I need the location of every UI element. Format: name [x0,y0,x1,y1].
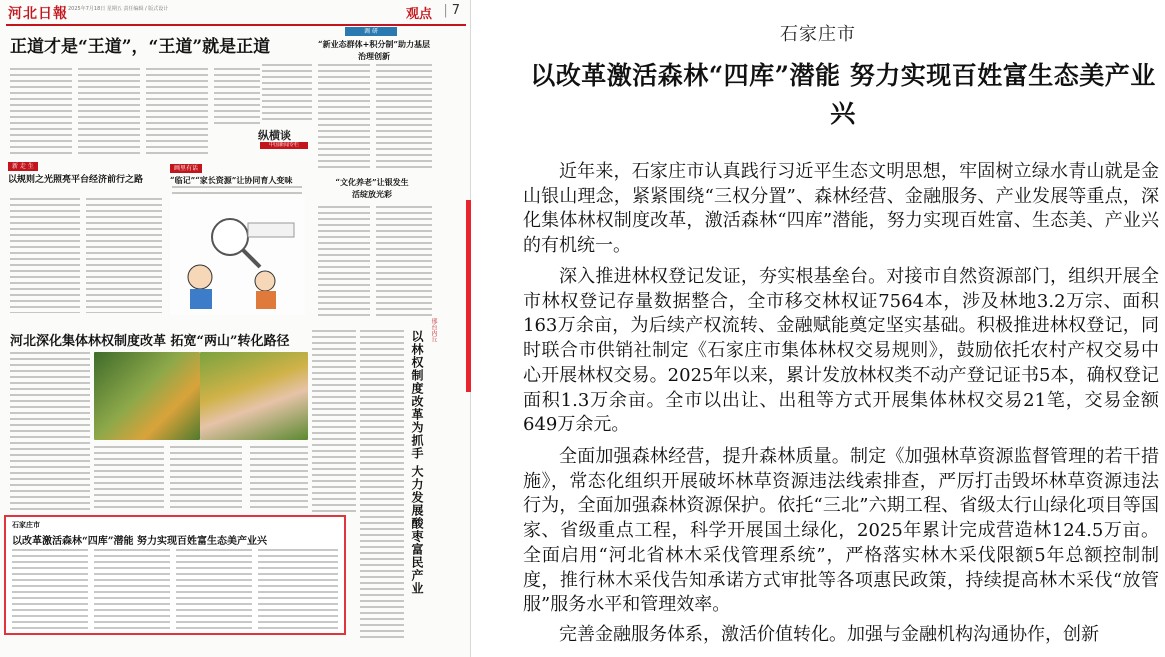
article-paragraph-2: 深入推进林权登记发证，夯实根基垒台。对接市自然资源部门，组织开展全市林权登记存量数据整合，全市移交林权证7564本，涉及林地3.2万宗、面积163万余亩，为后续产权流转、金融赋能奠定坚实基础。积极推进林权登记，同时联合市供销社制定《石家庄市集体林权交易规则》，鼓励依托农村产权交易中心开展林权交易。2025年以来，累计发放林权类不动产登记证书5本，确权登记面积1.3万余亩。全市以出让、出租等方式开展集体林权交易21笔，交易金额649万余元。 [523,266,1159,436]
text-block [170,446,242,510]
tag-hualiyouhua: 画里有话 [170,164,202,173]
text-block [10,68,72,154]
text-block [146,68,208,154]
vertical-kicker: 邢台内丘 [430,318,437,342]
masthead-date: 2025年7月18日 星期五 责任编辑 / 版式设计 [68,6,169,12]
headline-zhengdao[interactable]: 正道才是“王道”，“王道”就是正道 [10,37,271,57]
text-block [318,64,370,168]
text-block [360,330,404,640]
tag-left: 新 走 生 [8,162,38,171]
newspaper-logo: 河北日報 [8,6,68,22]
text-block [262,64,312,122]
box-city-label: 石家庄市 [12,520,40,529]
article-paragraph-3: 全面加强森林经营，提升森林质量。制定《加强林草资源监督管理的若干措施》，常态化组织开展破坏林草资源违法线索排查，严厉打击毁坏林草资源违法行为，全面加强森林资源保护。依托“三北”六期工程、省级太行山绿化项目等国家、省级重点工程，科学开展国土绿化，2025年累计完成营造林124.5万亩。全面启用“河北省林木采伐管理系统”，严格落实林木采伐限额5年总额控制制度，推行林木采伐告知承诺方式审批等各项惠民政策，持续提高林木采伐“放管服”服务水平和管理效率。 [523,446,1159,616]
photo-farmer [200,352,308,440]
text-block [94,549,170,629]
article-reader [471,0,1165,657]
article-city: 石家庄市 [780,24,856,45]
text-block [258,549,338,629]
headline-linquan[interactable]: 河北深化集体林权制度改革 拓宽“两山”转化路径 [10,334,290,349]
section-name: 观点 [405,7,432,22]
text-block [10,352,90,512]
tag-diaoyan: 调 研 [345,27,397,36]
text-block [94,446,164,510]
text-block [78,68,140,154]
headline-linji[interactable]: “临记”“家长资源”让协同育人变味 [170,175,293,185]
text-block [176,549,252,629]
zongheng-label: 纵横谈 [258,129,291,142]
text-block [250,446,308,510]
zongheng-sub: 中国新闻专栏 [260,142,308,149]
cartoon-illustration [170,195,305,315]
text-block [86,198,162,313]
photo-trees [94,352,200,440]
highlighted-article-box[interactable] [4,515,346,635]
headline-pingtai[interactable]: 以规则之光照亮平台经济前行之路 [8,175,144,185]
text-block [376,206,432,316]
article-title: 以改革激活森林“四库”潜能 努力实现百姓富生态美产业兴 [530,61,1156,128]
masthead [6,2,466,26]
text-block [312,330,356,514]
vertical-headline[interactable]: 以林权制度改革为抓手 大力发展酸枣富民产业 [410,330,424,596]
headline-wenhua[interactable]: “文化养老”让银发生活绽放光彩 [335,177,409,199]
headline-xinyetai[interactable]: “新业态群体+积分制”助力基层治理创新 [318,39,430,61]
article-paragraph-4: 完善金融服务体系，激活价值转化。加强与金融机构沟通协作，创新 [559,624,1099,645]
newspaper-page-thumbnail[interactable] [0,0,471,657]
page-number: | 7 [443,3,460,18]
box-headline: 以改革激活森林“四库”潜能 努力实现百姓富生态美产业兴 [12,536,267,547]
text-block [318,206,370,316]
text-block [10,198,80,313]
article-paragraph-1: 近年来，石家庄市认真践行习近平生态文明思想，牢固树立绿水青山就是金山银山理念，紧紧围绕“三权分置”、森林经营、金融服务、产业发展等重点，深化集体林权制度改革，激活森林“四库”潜能，努力实现百姓富、生态美、产业兴的有机统一。 [523,161,1159,257]
text-block [376,64,432,168]
text-block [214,68,260,124]
text-block [12,549,88,629]
